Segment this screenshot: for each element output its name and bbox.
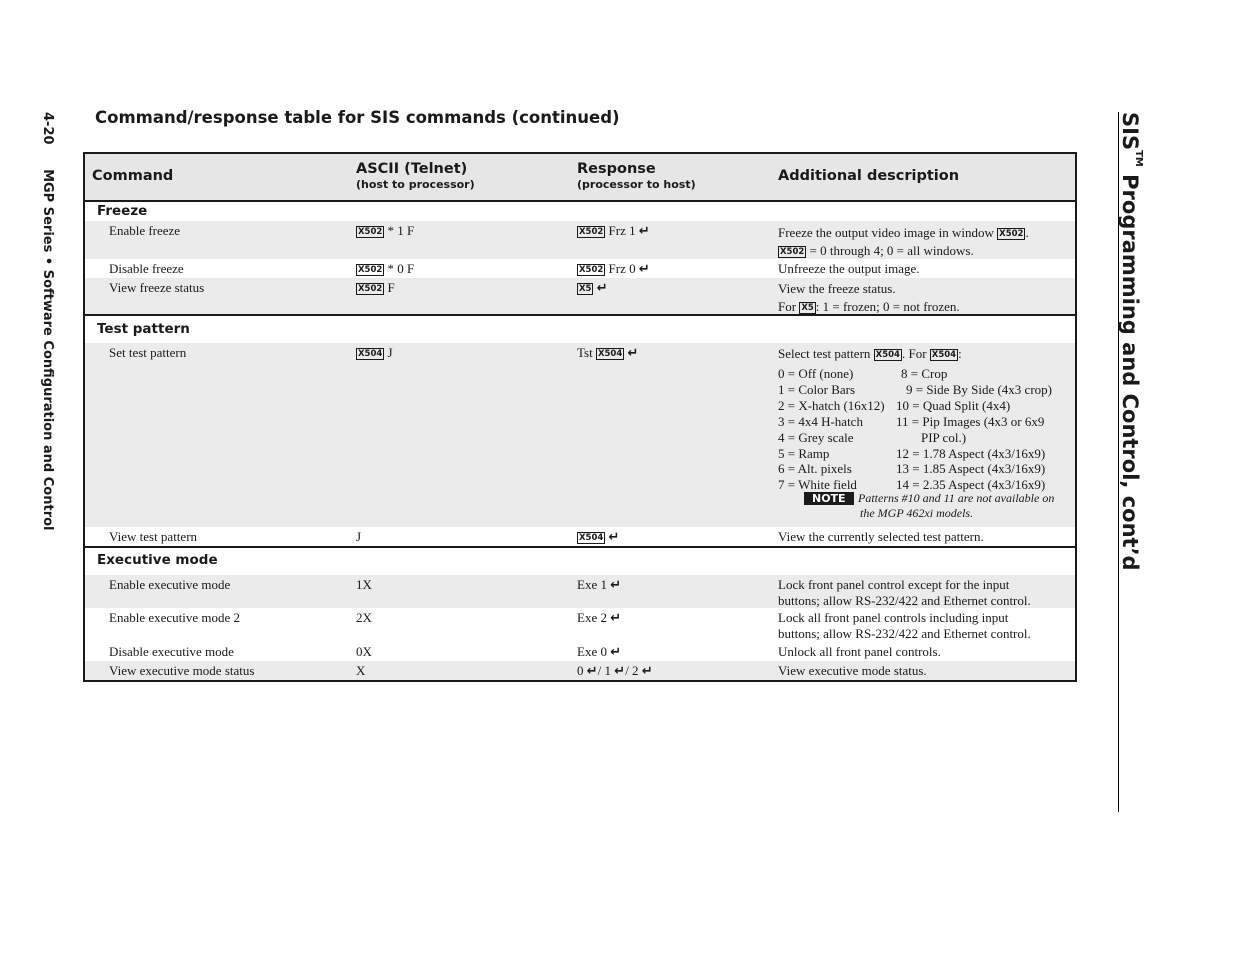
pattern-item: 11 = Pip Images (4x3 or 6x9 — [896, 414, 1045, 429]
pattern-item: 6 = Alt. pixels — [778, 461, 852, 476]
command-cell: Enable executive mode 2 — [109, 610, 241, 625]
pattern-item: 13 = 1.85 Aspect (4x3/16x9) — [896, 461, 1046, 476]
description-cell: Unlock all front panel controls. — [778, 644, 941, 659]
ascii-text: J — [384, 345, 393, 360]
enter-icon: ↵ — [614, 664, 626, 679]
header-description: Additional description — [778, 168, 960, 184]
variable-box: X502 — [579, 265, 604, 275]
description-cell: Unfreeze the output image. — [778, 261, 920, 276]
command-table — [83, 152, 1077, 682]
description-cell — [778, 280, 1068, 316]
response-text: / 2 — [625, 663, 642, 678]
table-row — [85, 221, 1075, 259]
table-header — [85, 154, 1075, 202]
ascii-cell: X — [356, 663, 366, 678]
response-cell — [577, 663, 653, 680]
pattern-item: 14 = 2.35 Aspect (4x3/16x9) — [896, 477, 1046, 492]
response-text: Exe 1 — [577, 577, 611, 592]
section-executive-mode — [85, 546, 1075, 680]
section-freeze — [85, 202, 1075, 314]
command-cell: View freeze status — [109, 280, 205, 295]
desc-text: Select test pattern — [778, 346, 874, 361]
ascii-cell — [356, 261, 414, 277]
pattern-item: 5 = Ramp — [778, 446, 830, 461]
running-head — [40, 112, 55, 531]
variable-box: X504 — [358, 349, 383, 359]
pattern-item: 7 = White field — [778, 477, 857, 492]
header-command: Command — [92, 168, 174, 184]
section-title: Freeze — [85, 202, 1075, 221]
pattern-item: 3 = 4x4 H-hatch — [778, 414, 863, 429]
desc-text: = 0 through 4; 0 = all windows. — [806, 243, 974, 258]
command-cell: Disable executive mode — [109, 644, 234, 659]
response-text: Exe 0 — [577, 644, 611, 659]
variable-box: X502 — [579, 227, 604, 237]
variable-box: X5 — [801, 303, 814, 313]
response-text: / 1 — [597, 663, 615, 678]
table-row — [85, 343, 1075, 527]
response-cell — [577, 577, 621, 594]
enter-icon: ↵ — [627, 346, 639, 361]
response-cell — [577, 261, 650, 278]
enter-icon: ↵ — [610, 578, 622, 593]
response-cell — [577, 345, 638, 362]
enter-icon: ↵ — [638, 224, 650, 239]
ascii-cell: 1X — [356, 577, 372, 592]
description-cell: View executive mode status. — [778, 663, 927, 678]
response-cell — [577, 644, 621, 661]
table-row — [85, 278, 1075, 314]
ascii-cell: 0X — [356, 644, 372, 659]
table-row — [85, 642, 1075, 661]
header-response-sub: (processor to host) — [577, 178, 696, 191]
response-text: 0 — [577, 663, 587, 678]
pattern-item: 8 = Crop — [901, 366, 948, 381]
desc-text: : — [958, 346, 962, 361]
table-row — [85, 661, 1075, 680]
variable-box: X5 — [579, 284, 592, 294]
trademark-mark: TM — [1133, 150, 1144, 167]
note-badge: NOTE — [804, 492, 854, 505]
header-ascii-sub: (host to processor) — [356, 178, 475, 191]
chapter-title-sis: SIS — [1118, 112, 1142, 151]
ascii-text: F — [384, 280, 395, 295]
header-ascii — [356, 162, 475, 192]
description-cell — [778, 577, 1068, 609]
command-cell: Set test pattern — [109, 345, 187, 360]
ascii-cell — [356, 345, 393, 361]
command-cell: Enable executive mode — [109, 577, 231, 592]
note-block — [778, 491, 1068, 523]
description-cell — [778, 610, 1068, 642]
pattern-item: 9 = Side By Side (4x3 crop) — [906, 382, 1052, 397]
chapter-title-rest: Programming and Control, cont’d — [1118, 166, 1142, 571]
response-text: Exe 2 — [577, 610, 611, 625]
ascii-text: * 0 F — [384, 261, 415, 276]
description-cell: View the currently selected test pattern. — [778, 529, 984, 544]
variable-box: X502 — [358, 284, 383, 294]
variable-box: X502 — [358, 265, 383, 275]
desc-text: View the freeze status. — [778, 281, 896, 296]
enter-icon: ↵ — [596, 281, 608, 296]
variable-box: X502 — [358, 227, 383, 237]
variable-box: X504 — [579, 533, 604, 543]
variable-box: X504 — [597, 349, 623, 359]
page-number: 4-20 — [40, 112, 55, 145]
response-cell — [577, 610, 621, 627]
variable-box: X502 — [780, 247, 805, 257]
table-row — [85, 527, 1075, 546]
response-text: Frz 1 — [605, 223, 639, 238]
response-cell — [577, 223, 650, 240]
desc-text: Lock front panel control except for the input — [778, 577, 1010, 592]
enter-icon: ↵ — [610, 611, 622, 626]
variable-box: X502 — [999, 229, 1024, 239]
command-cell: Disable freeze — [109, 261, 184, 276]
header-ascii-label: ASCII (Telnet) — [356, 161, 468, 177]
table-row — [85, 575, 1075, 608]
pattern-item: 10 = Quad Split (4x4) — [896, 398, 1011, 413]
section-title: Executive mode — [85, 551, 1075, 570]
header-response-label: Response — [577, 161, 656, 177]
description-cell — [778, 224, 1068, 260]
pattern-item: 12 = 1.78 Aspect (4x3/16x9) — [896, 446, 1046, 461]
section-title: Test pattern — [85, 320, 1075, 339]
table-row — [85, 259, 1075, 278]
pattern-item: 4 = Grey scale — [778, 430, 854, 445]
pattern-item: 2 = X-hatch (16x12) — [778, 398, 885, 413]
command-cell: View executive mode status — [109, 663, 255, 678]
desc-text: Freeze the output video image in window — [778, 225, 998, 240]
ascii-cell — [356, 280, 395, 296]
response-cell — [577, 280, 608, 297]
ascii-cell — [356, 223, 414, 239]
command-cell: Enable freeze — [109, 223, 181, 238]
enter-icon: ↵ — [641, 664, 653, 679]
enter-icon: ↵ — [586, 664, 598, 679]
note-text: the MGP 462xi models. — [860, 506, 974, 520]
desc-text: buttons; allow RS-232/422 and Ethernet control. — [778, 593, 1031, 608]
pattern-item: 1 = Color Bars — [778, 382, 856, 397]
desc-text: : 1 = frozen; 0 = not frozen. — [815, 299, 960, 314]
desc-text: For — [778, 299, 800, 314]
page-title: Command/response table for SIS commands (continued) — [95, 108, 620, 127]
pattern-item: PIP col.) — [921, 430, 967, 445]
response-cell — [577, 529, 619, 546]
desc-text: buttons; allow RS-232/422 and Ethernet control. — [778, 626, 1031, 641]
pattern-item: 0 = Off (none) — [778, 366, 854, 381]
test-pattern-list — [778, 366, 1068, 491]
response-text: Frz 0 — [605, 261, 639, 276]
desc-text: Lock all front panel controls including input — [778, 610, 1009, 625]
note-text: Patterns #10 and 11 are not available on — [858, 491, 1055, 505]
response-text: Tst — [577, 345, 596, 360]
enter-icon: ↵ — [610, 645, 622, 660]
desc-line — [778, 346, 1068, 366]
variable-box: X504 — [875, 350, 900, 360]
ascii-text: * 1 F — [384, 223, 415, 238]
description-cell — [778, 346, 1068, 523]
enter-icon: ↵ — [608, 530, 620, 545]
section-test-pattern — [85, 314, 1075, 546]
desc-text: . — [1025, 225, 1029, 240]
enter-icon: ↵ — [638, 262, 650, 277]
desc-text: . For — [901, 346, 930, 361]
table-row — [85, 608, 1075, 642]
ascii-cell: J — [356, 529, 362, 544]
running-head-text: MGP Series • Software Configuration and Control — [40, 169, 55, 531]
ascii-cell: 2X — [356, 610, 372, 625]
command-cell: View test pattern — [109, 529, 198, 544]
header-response — [577, 162, 696, 192]
variable-box: X504 — [931, 350, 957, 360]
chapter-title — [1118, 112, 1144, 571]
